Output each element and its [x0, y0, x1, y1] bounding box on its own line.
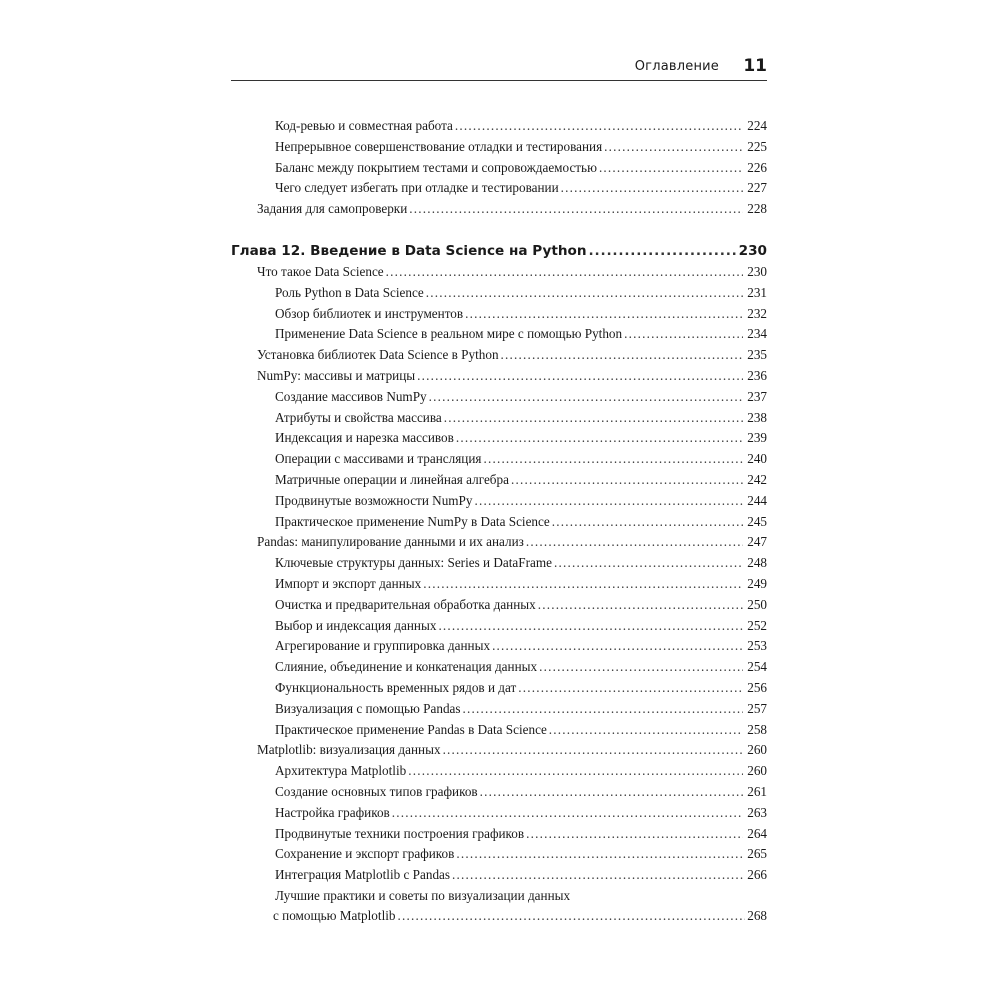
- toc-entry-title: Продвинутые возможности NumPy: [275, 492, 473, 508]
- dot-leader: [549, 720, 743, 741]
- toc-subsection-entry[interactable]: [231, 324, 767, 345]
- toc-subsection-entry[interactable]: [231, 803, 767, 824]
- toc-entry-page: 264: [747, 825, 767, 841]
- dot-leader: [526, 824, 743, 845]
- dot-leader: [423, 574, 743, 595]
- toc-section-entry[interactable]: [231, 262, 767, 283]
- toc-entry-page: 234: [747, 326, 767, 342]
- toc-subsection-entry[interactable]: [231, 678, 767, 699]
- toc-entry-title: Установка библиотек Data Science в Python: [257, 347, 499, 363]
- toc-entry-title: Создание основных типов графиков: [275, 783, 478, 799]
- toc-subsection-entry[interactable]: [231, 304, 767, 325]
- toc-entry-title: Роль Python в Data Science: [275, 284, 424, 300]
- chapter-page: 230: [738, 242, 767, 259]
- toc-subsection-entry[interactable]: [231, 636, 767, 657]
- toc-subsection-entry[interactable]: [231, 824, 767, 845]
- toc-entry-title: NumPy: массивы и матрицы: [257, 367, 416, 383]
- toc-entry-title: Очистка и предварительная обработка данных: [275, 596, 536, 612]
- toc-entry-page: 254: [747, 659, 767, 675]
- toc-entry-title-line2: с помощью Matplotlib: [273, 908, 396, 924]
- toc-entry-page: 266: [747, 867, 767, 883]
- toc-entry-page: 237: [747, 388, 767, 404]
- chapter-title: Глава 12. Введение в Data Science на Python: [231, 242, 587, 259]
- dot-leader: [492, 636, 743, 657]
- toc-section-entry[interactable]: [231, 345, 767, 366]
- toc-entry-page: 227: [747, 180, 767, 196]
- toc-subsection-entry[interactable]: [231, 616, 767, 637]
- toc-entry-title: Визуализация с помощью Pandas: [275, 700, 461, 716]
- dot-leader: [444, 408, 743, 429]
- dot-leader: [438, 616, 743, 637]
- toc-subsection-entry[interactable]: [231, 137, 767, 158]
- dot-leader: [398, 906, 746, 926]
- dot-leader: [599, 158, 743, 179]
- toc-subsection-entry[interactable]: [231, 387, 767, 408]
- toc-entry-page: 235: [747, 347, 767, 363]
- toc-entry-page: 232: [747, 305, 767, 321]
- toc-entry-page: 231: [747, 284, 767, 300]
- toc-entry-title: Практическое применение Pandas в Data Science: [275, 721, 547, 737]
- toc-subsection-entry[interactable]: [231, 657, 767, 678]
- dot-leader: [561, 178, 743, 199]
- toc-entry-title: Индексация и нарезка массивов: [275, 430, 454, 446]
- toc-entry-title: Задания для самопроверки: [257, 201, 408, 217]
- dot-leader: [426, 283, 743, 304]
- toc-entry-page: 257: [747, 700, 767, 716]
- table-of-contents: [231, 116, 767, 926]
- toc-entry-title: Выбор и индексация данных: [275, 617, 437, 633]
- toc-subsection-entry[interactable]: [231, 512, 767, 533]
- dot-leader: [456, 428, 743, 449]
- toc-subsection-entry[interactable]: [231, 491, 767, 512]
- toc-entry-page: 256: [747, 679, 767, 695]
- toc-entry-page: 253: [747, 638, 767, 654]
- toc-entry-page: 268: [747, 908, 767, 924]
- toc-entry-page: 247: [747, 534, 767, 550]
- dot-leader: [538, 595, 743, 616]
- toc-subsection-entry[interactable]: [231, 178, 767, 199]
- toc-entry-page: 245: [747, 513, 767, 529]
- dot-leader: [552, 512, 743, 533]
- toc-entry-title: Сохранение и экспорт графиков: [275, 846, 455, 862]
- toc-entry-title: Слияние, объединение и конкатенация данных: [275, 659, 538, 675]
- toc-entry-title: Атрибуты и свойства массива: [275, 409, 442, 425]
- toc-entry-page: 250: [747, 596, 767, 612]
- toc-group-chapter-12: [231, 262, 767, 886]
- toc-subsection-entry[interactable]: [231, 782, 767, 803]
- dot-leader: [409, 199, 743, 220]
- toc-subsection-entry[interactable]: [231, 574, 767, 595]
- toc-section-entry[interactable]: [231, 199, 767, 220]
- toc-entry-page: 238: [747, 409, 767, 425]
- dot-leader: [526, 532, 743, 553]
- toc-entry-page: 244: [747, 492, 767, 508]
- toc-subsection-entry[interactable]: [231, 158, 767, 179]
- dot-leader: [443, 740, 743, 761]
- dot-leader: [463, 699, 743, 720]
- page-number: 11: [743, 56, 767, 76]
- toc-entry-page: 252: [747, 617, 767, 633]
- dot-leader: [392, 803, 743, 824]
- toc-entry-title: Обзор библиотек и инструментов: [275, 305, 464, 321]
- dot-leader: [465, 304, 743, 325]
- dot-leader: [511, 470, 743, 491]
- toc-entry-title: Импорт и экспорт данных: [275, 575, 422, 591]
- toc-entry-title: Операции с массивами и трансляция: [275, 451, 482, 467]
- dot-leader: [604, 137, 743, 158]
- toc-chapter-entry[interactable]: [231, 240, 767, 262]
- toc-entry-title: Матричные операции и линейная алгебра: [275, 471, 509, 487]
- dot-leader: [589, 240, 737, 262]
- dot-leader: [474, 491, 743, 512]
- toc-entry-page: 242: [747, 471, 767, 487]
- toc-entry-page: 236: [747, 367, 767, 383]
- toc-entry-page: 239: [747, 430, 767, 446]
- toc-subsection-entry[interactable]: [231, 283, 767, 304]
- toc-subsection-entry[interactable]: [231, 595, 767, 616]
- toc-subsection-entry[interactable]: [231, 116, 767, 137]
- dot-leader: [501, 345, 743, 366]
- dot-leader: [554, 553, 743, 574]
- toc-section-entry[interactable]: [231, 740, 767, 761]
- toc-entry-page: 260: [747, 742, 767, 758]
- toc-subsection-entry[interactable]: [231, 844, 767, 865]
- toc-entry-title: Баланс между покрытием тестами и сопровождаемостью: [275, 159, 597, 175]
- running-header: [231, 56, 767, 78]
- toc-entry-title: Настройка графиков: [275, 804, 390, 820]
- toc-subsection-entry[interactable]: [231, 761, 767, 782]
- dot-leader: [429, 387, 743, 408]
- toc-entry-title: Matplotlib: визуализация данных: [257, 742, 441, 758]
- toc-entry-page: 228: [747, 201, 767, 217]
- toc-subsection-entry[interactable]: [231, 408, 767, 429]
- dot-leader: [456, 844, 743, 865]
- dot-leader: [408, 761, 743, 782]
- dot-leader: [455, 116, 743, 137]
- toc-subsection-entry[interactable]: [231, 449, 767, 470]
- toc-entry-page: 226: [747, 159, 767, 175]
- dot-leader: [480, 782, 743, 803]
- toc-entry-title: Функциональность временных рядов и дат: [275, 679, 517, 695]
- toc-entry-title: Код-ревью и совместная работа: [275, 118, 453, 133]
- toc-section-entry[interactable]: [231, 532, 767, 553]
- dot-leader: [539, 657, 743, 678]
- toc-entry-title: Чего следует избегать при отладке и тестировании: [275, 180, 559, 196]
- dot-leader: [452, 865, 743, 886]
- toc-entry-title: Ключевые структуры данных: Series и DataFrame: [275, 555, 552, 571]
- toc-entry-title: Интеграция Matplotlib с Pandas: [275, 867, 451, 883]
- toc-entry-title: Архитектура Matplotlib: [275, 763, 407, 779]
- toc-entry-page: 263: [747, 804, 767, 820]
- dot-leader: [483, 449, 743, 470]
- toc-entry-page: 249: [747, 575, 767, 591]
- toc-entry-title: Pandas: манипулирование данными и их анализ: [257, 534, 524, 550]
- running-header-title: Оглавление: [634, 59, 719, 74]
- dot-leader: [624, 324, 743, 345]
- toc-entry-page: 225: [747, 138, 767, 154]
- dot-leader: [518, 678, 743, 699]
- toc-entry-page: 248: [747, 555, 767, 571]
- toc-subsection-entry[interactable]: [231, 470, 767, 491]
- toc-entry-page: 224: [747, 118, 767, 133]
- toc-entry-page: 230: [747, 263, 767, 279]
- toc-subsection-entry[interactable]: [231, 428, 767, 449]
- toc-section-entry[interactable]: [231, 366, 767, 387]
- toc-entry-title: Практическое применение NumPy в Data Science: [275, 513, 550, 529]
- toc-subsection-entry[interactable]: [231, 865, 767, 886]
- toc-entry-multiline[interactable]: [231, 886, 767, 926]
- dot-leader: [417, 366, 743, 387]
- toc-subsection-entry[interactable]: [231, 699, 767, 720]
- toc-group-previous-chapter: [231, 116, 767, 220]
- toc-entry-title: Продвинутые техники построения графиков: [275, 825, 525, 841]
- toc-entry-page: 258: [747, 721, 767, 737]
- toc-entry-page: 240: [747, 451, 767, 467]
- toc-entry-title: Создание массивов NumPy: [275, 388, 427, 404]
- header-rule: [231, 80, 767, 81]
- toc-entry-page: 260: [747, 763, 767, 779]
- toc-entry-title-line1: Лучшие практики и советы по визуализации данных: [275, 887, 571, 903]
- dot-leader: [386, 262, 743, 283]
- toc-entry-title: Непрерывное совершенствование отладки и тестирования: [275, 138, 603, 154]
- toc-subsection-entry[interactable]: [231, 553, 767, 574]
- toc-entry-title: Агрегирование и группировка данных: [275, 638, 491, 654]
- toc-entry-page: 261: [747, 783, 767, 799]
- toc-entry-title: Что такое Data Science: [257, 263, 384, 279]
- toc-entry-page: 265: [747, 846, 767, 862]
- toc-subsection-entry[interactable]: [231, 720, 767, 741]
- toc-entry-title: Применение Data Science в реальном мире с помощью Python: [275, 326, 623, 342]
